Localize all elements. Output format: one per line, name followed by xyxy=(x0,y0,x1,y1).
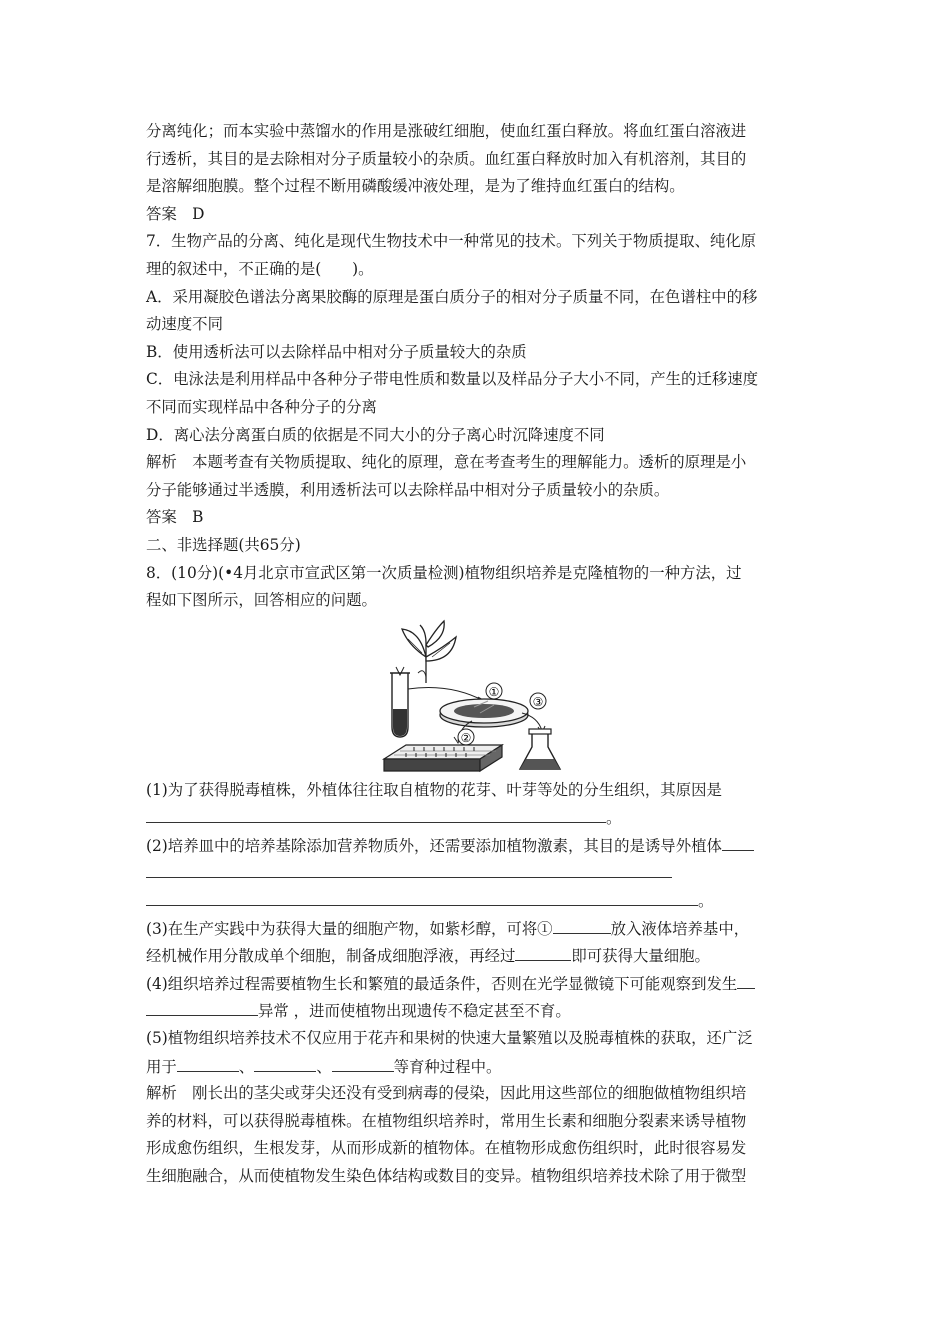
test-tube-icon xyxy=(390,667,410,737)
section-heading: 二、非选择题(共65分) xyxy=(146,535,301,554)
question-8-part-4: (4)组织培养过程需要植物生长和繁殖的最适条件，否则在光学显微镜下可能观察到发生 xyxy=(146,970,810,998)
text-line: 是溶解细胞膜。整个过程不断用磷酸缓冲液处理，是为了维持血红蛋白的结构。 xyxy=(146,177,685,196)
flask-icon xyxy=(520,729,560,769)
step-3-label: ③ xyxy=(532,694,544,709)
question-8-part-1: (1)为了获得脱毒植株，外植体往往取自植物的花芽、叶芽等处的分生组织，其原因是 xyxy=(146,780,722,799)
question-7-stem: 理的叙述中，不正确的是( )。 xyxy=(146,259,374,278)
option-b: B．使用透析法可以去除样品中相对分子质量较大的杂质 xyxy=(146,342,527,361)
answer-blank[interactable] xyxy=(146,887,698,906)
question-8-part-2: (2)培养皿中的培养基除添加营养物质外，还需要添加植物激素，其目的是诱导外植体 xyxy=(146,832,810,860)
option-c: C．电泳法是利用样品中各种分子带电性质和数量以及样品分子大小不同，产生的迁移速度 xyxy=(146,370,759,389)
question-8-part-4: 异常 ，进而使植物出现遗传不稳定甚至不育。 xyxy=(146,997,810,1025)
option-d: D．离心法分离蛋白质的依据是不同大小的分子离心时沉降速度不同 xyxy=(146,425,605,444)
document-page xyxy=(146,118,810,1191)
text-line: 行透析，其目的是去除相对分子质量较小的杂质。血红蛋白释放时加入有机溶剂，其目的 xyxy=(146,149,747,168)
answer-blank[interactable] xyxy=(722,832,754,851)
question-7-stem: 7．生物产品的分离、纯化是现代生物技术中一种常见的技术。下列关于物质提取、纯化原 xyxy=(146,232,757,251)
analysis-line: 养的材料，可以获得脱毒植株。在植物组织培养时，常用生长素和细胞分裂素来诱导植物 xyxy=(146,1111,747,1130)
text-line: 分离纯化；而本实验中蒸馏水的作用是涨破红细胞，使血红蛋白释放。将血红蛋白溶液进 xyxy=(146,122,747,140)
question-8-part-2-answer xyxy=(146,859,810,887)
analysis-line: 形成愈伤组织，生根发芽，从而形成新的植物体。在植物形成愈伤组织时，此时很容易发 xyxy=(146,1139,747,1158)
answer-blank[interactable] xyxy=(332,1053,394,1072)
analysis-line: 解析 刚长出的茎尖或芽尖还没有受到病毒的侵染，因此用这些部位的细胞做植物组织培 xyxy=(146,1084,747,1103)
analysis-line: 生细胞融合，从而使植物发生染色体结构或数目的变异。植物组织培养技术除了用于微型 xyxy=(146,1167,747,1185)
tissue-culture-figure xyxy=(146,615,810,777)
tissue-culture-diagram xyxy=(380,617,580,775)
option-c: 不同而实现样品中各种分子的分离 xyxy=(146,397,377,416)
option-a: A．采用凝胶色谱法分离果胶酶的原理是蛋白质分子的相对分子质量不同，在色谱柱中的移 xyxy=(146,287,758,306)
step-2-label: ② xyxy=(460,730,472,745)
question-8-stem: 8．(10分)(•4月北京市宣武区第一次质量检测)植物组织培养是克隆植物的一种方法，过 xyxy=(146,563,742,582)
petri-dish-icon xyxy=(440,699,528,727)
plant-icon xyxy=(402,621,456,683)
analysis-line: 分子能够通过半透膜，利用透析法可以去除样品中相对分子质量较小的杂质。 xyxy=(146,480,670,499)
question-8-part-3: (3)在生产实践中为获得大量的细胞产物，如紫杉醇，可将① 放入液体培养基中， xyxy=(146,915,810,943)
answer-blank[interactable] xyxy=(553,915,611,934)
answer-blank[interactable] xyxy=(177,1053,239,1072)
step-1-label: ① xyxy=(488,684,500,699)
question-8-part-5: (5)植物组织培养技术不仅应用于花卉和果树的快速大量繁殖以及脱毒植株的获取，还广泛 xyxy=(146,1029,753,1048)
answer-line: 答案 D xyxy=(146,204,205,223)
seedling-tray-icon xyxy=(384,745,502,771)
answer-blank[interactable] xyxy=(515,942,571,961)
question-8-part-1-answer: 。 xyxy=(146,804,810,832)
answer-blank[interactable] xyxy=(146,859,672,878)
question-8-part-2-answer: 。 xyxy=(146,887,810,915)
answer-blank[interactable] xyxy=(254,1053,316,1072)
question-8-part-5: 用于 、 、 等育种过程中。 xyxy=(146,1053,810,1081)
option-a: 动速度不同 xyxy=(146,315,223,334)
analysis-line: 解析 本题考查有关物质提取、纯化的原理，意在考查考生的理解能力。透析的原理是小 xyxy=(146,453,747,472)
answer-blank[interactable] xyxy=(737,970,755,989)
answer-blank[interactable] xyxy=(146,997,258,1016)
answer-blank[interactable] xyxy=(146,804,606,823)
question-8-part-3: 经机械作用分散成单个细胞，制备成细胞浮液，再经过 即可获得大量细胞。 xyxy=(146,942,810,970)
question-8-stem: 程如下图所示，回答相应的问题。 xyxy=(146,591,377,610)
answer-line: 答案 B xyxy=(146,508,204,527)
